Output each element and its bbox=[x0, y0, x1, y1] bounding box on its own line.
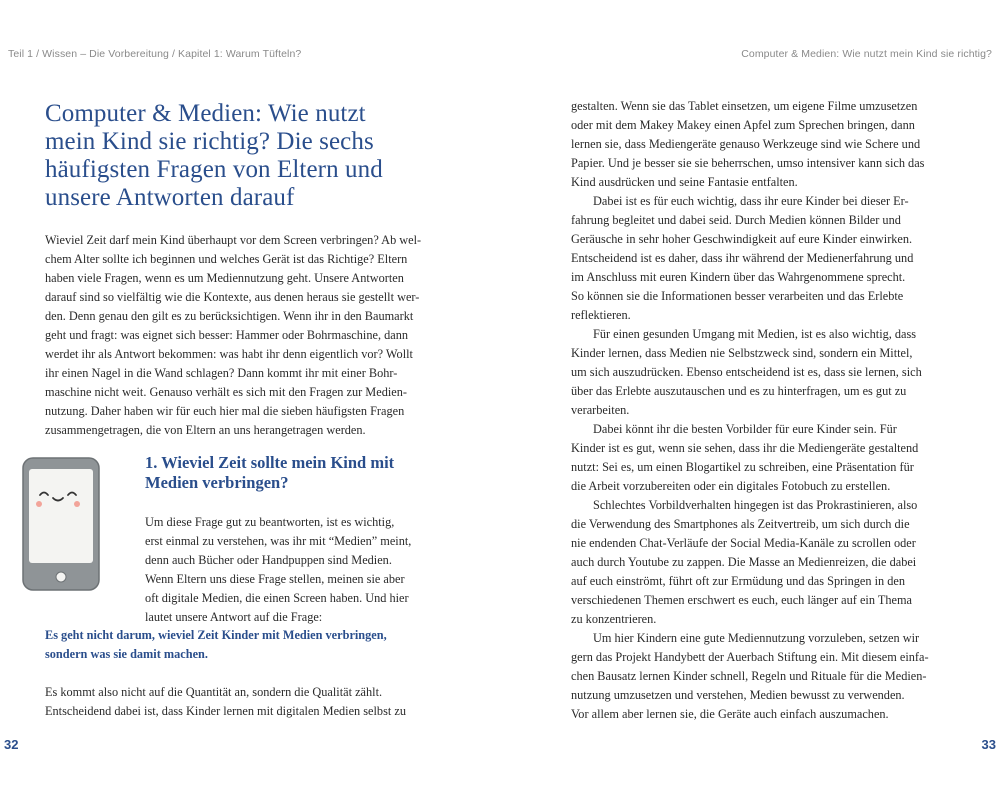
text-line: lernen sie, dass Mediengeräte genauso Werkzeuge sind wie Schere und bbox=[571, 137, 921, 151]
text-line: über das Erlebte auszutauschen und es zu hinterfragen, um es gut zu bbox=[571, 384, 907, 398]
text-line: den. Denn genau den gilt es zu berücksichtigen. Wenn ihr in den Baumarkt bbox=[45, 309, 414, 323]
text-line: haben viele Fragen, wenn es um Mediennutzung geht. Unsere Antworten bbox=[45, 271, 404, 285]
heading-line: Medien verbringen? bbox=[145, 473, 289, 492]
text-line: nutzt: Sei es, um einen Blogartikel zu schreiben, eine Präsentation für bbox=[571, 460, 914, 474]
text-line: Kinder ist es gut, wenn sie sehen, dass ihr die Mediengeräte gestaltend bbox=[571, 441, 919, 455]
text-line: Geräusche in sehr hoher Geschwindigkeit auf eure Kinder einwirken. bbox=[571, 232, 913, 246]
text-line: Dabei könnt ihr die besten Vorbilder für eure Kinder sein. Für bbox=[593, 422, 897, 436]
title-line: unsere Antworten darauf bbox=[45, 184, 295, 211]
text-line: werdet ihr als Antwort bekommen: was habt ihr denn eigentlich vor? Wollt bbox=[45, 347, 413, 361]
left-page-title-block bbox=[45, 100, 430, 212]
text-line: darauf sind so vielfältig wie die Kontexte, aus denen heraus sie gestellt wer- bbox=[45, 290, 420, 304]
text-line: nutzung. Daher haben wir für euch hier mal die sieben häufigsten Fragen bbox=[45, 404, 405, 418]
body-paragraph bbox=[571, 192, 956, 325]
heading-line: 1. Wieviel Zeit sollte mein Kind mit bbox=[145, 453, 395, 472]
text-line: gestalten. Wenn sie das Tablet einsetzen, um eigene Filme umzusetzen bbox=[571, 99, 918, 113]
text-line: gern das Projekt Handybett der Auerbach Stiftung ein. Mit diesem einfa- bbox=[571, 650, 929, 664]
text-line: verschiedenen Themen erschwert es euch, euch länger auf ein Thema bbox=[571, 593, 912, 607]
text-line: zusammengetragen, die von Eltern an uns herangetragen werden. bbox=[45, 423, 366, 437]
smiling-phone-icon bbox=[20, 455, 102, 593]
text-line: Vor allem aber lernen sie, die Geräte auch einfach auszumachen. bbox=[571, 707, 889, 721]
body-paragraph bbox=[571, 420, 956, 496]
text-line: denn auch Bücher oder Handpuppen sind Medien. bbox=[145, 553, 392, 567]
text-line: Papier. Und je besser sie sie beherrschen, umso intensiver kann sich das bbox=[571, 156, 925, 170]
text-line: die Verwendung des Smartphones als Zeitvertreib, um sich durch die bbox=[571, 517, 910, 531]
text-line: Wieviel Zeit darf mein Kind überhaupt vor dem Screen verbringen? Ab wel- bbox=[45, 233, 422, 247]
text-line: die Arbeit vorzubereiten oder ein digitales Fotobuch zu erstellen. bbox=[571, 479, 891, 493]
text-line: oft digitale Medien, die einen Screen haben. Und hier bbox=[145, 591, 409, 605]
right-page-body bbox=[571, 97, 956, 724]
running-header-right: Computer & Medien: Wie nutzt mein Kind sie richtig? bbox=[741, 48, 992, 60]
emphasis-line: Es geht nicht darum, wieviel Zeit Kinder mit Medien verbringen, bbox=[45, 628, 387, 642]
section-heading bbox=[145, 453, 435, 493]
text-line: chem Alter sollte ich beginnen und welches Gerät ist das Richtige? Eltern bbox=[45, 252, 408, 266]
title-line: mein Kind sie richtig? Die sechs bbox=[45, 128, 374, 155]
text-line: lautet unsere Antwort auf die Frage: bbox=[145, 610, 323, 624]
emphasis-line: sondern was sie damit machen. bbox=[45, 647, 208, 661]
text-line: Wenn Eltern uns diese Frage stellen, meinen sie aber bbox=[145, 572, 405, 586]
body-paragraph bbox=[571, 97, 956, 192]
intro-paragraph bbox=[45, 231, 430, 440]
text-line: So können sie die Informationen besser verarbeiten und das Erlebte bbox=[571, 289, 904, 303]
page-title bbox=[45, 100, 430, 212]
text-line: Dabei ist es für euch wichtig, dass ihr eure Kinder bei dieser Er- bbox=[593, 194, 909, 208]
page-number-left: 32 bbox=[4, 737, 19, 752]
text-line: nie endenden Chat-Verläufe der Social Media-Kanäle zu scrollen oder bbox=[571, 536, 916, 550]
text-line: Kind ausdrücken und seine Fantasie entfalten. bbox=[571, 175, 798, 189]
text-line: im Anschluss mit euren Kindern über das Wahrgenommene sprecht. bbox=[571, 270, 906, 284]
section-paragraph bbox=[145, 513, 430, 627]
text-line: nutzung umzusetzen und verstehen, Medien bewusst zu verwenden. bbox=[571, 688, 905, 702]
text-line: fahrung begleitet und dabei seid. Durch Medien können Bilder und bbox=[571, 213, 901, 227]
text-line: auf euch einströmt, führt oft zur Ermüdung und das Springen in den bbox=[571, 574, 905, 588]
text-line: Um hier Kindern eine gute Mediennutzung vorzuleben, setzen wir bbox=[593, 631, 920, 645]
body-paragraph bbox=[571, 325, 956, 420]
text-line: zu konzentrieren. bbox=[571, 612, 657, 626]
text-line: chen Bausatz lernen Kinder schnell, Regeln und Rituale für die Medien- bbox=[571, 669, 927, 683]
text-line: um sich auszudrücken. Ebenso entscheidend ist es, dass sie lernen, sich bbox=[571, 365, 922, 379]
running-header-left: Teil 1 / Wissen – Die Vorbereitung / Kapitel 1: Warum Tüfteln? bbox=[8, 48, 302, 60]
text-line: Es kommt also nicht auf die Quantität an, sondern die Qualität zählt. bbox=[45, 685, 383, 699]
text-line: Um diese Frage gut zu beantworten, ist es wichtig, bbox=[145, 515, 395, 529]
closing-paragraph bbox=[45, 683, 430, 721]
emphasis-statement bbox=[45, 626, 435, 664]
body-paragraph bbox=[571, 496, 956, 629]
title-line: Computer & Medien: Wie nutzt bbox=[45, 100, 366, 127]
text-line: maschine nicht weit. Genauso verhält es sich mit den Fragen zur Medien- bbox=[45, 385, 407, 399]
text-line: Für einen gesunden Umgang mit Medien, ist es also wichtig, dass bbox=[593, 327, 917, 341]
text-line: auch durch Youtube zu zappen. Die Masse an Medienreizen, die dabei bbox=[571, 555, 917, 569]
text-line: geht und fragt: was eignet sich besser: Hammer oder Bohrmaschine, dann bbox=[45, 328, 408, 342]
text-line: erst einmal zu verstehen, was ihr mit “Medien” meint, bbox=[145, 534, 412, 548]
text-line: Entscheidend dabei ist, dass Kinder lernen mit digitalen Medien selbst zu bbox=[45, 704, 406, 718]
title-line: häufigsten Fragen von Eltern und bbox=[45, 156, 383, 183]
page-number-right: 33 bbox=[981, 737, 996, 752]
text-line: Schlechtes Vorbildverhalten hingegen ist das Prokrastinieren, also bbox=[593, 498, 918, 512]
text-line: Entscheidend ist es daher, dass ihr während der Medienerfahrung und bbox=[571, 251, 914, 265]
text-line: Kinder lernen, dass Medien nie Selbstzweck sind, sondern ein Mittel, bbox=[571, 346, 913, 360]
body-paragraph bbox=[571, 629, 956, 724]
text-line: ihr einen Nagel in die Wand schlagen? Dann kommt ihr mit einer Bohr- bbox=[45, 366, 398, 380]
text-line: oder mit dem Makey Makey einen Apfel zum Sprechen bringen, dann bbox=[571, 118, 915, 132]
text-line: verarbeiten. bbox=[571, 403, 630, 417]
text-line: reflektieren. bbox=[571, 308, 631, 322]
